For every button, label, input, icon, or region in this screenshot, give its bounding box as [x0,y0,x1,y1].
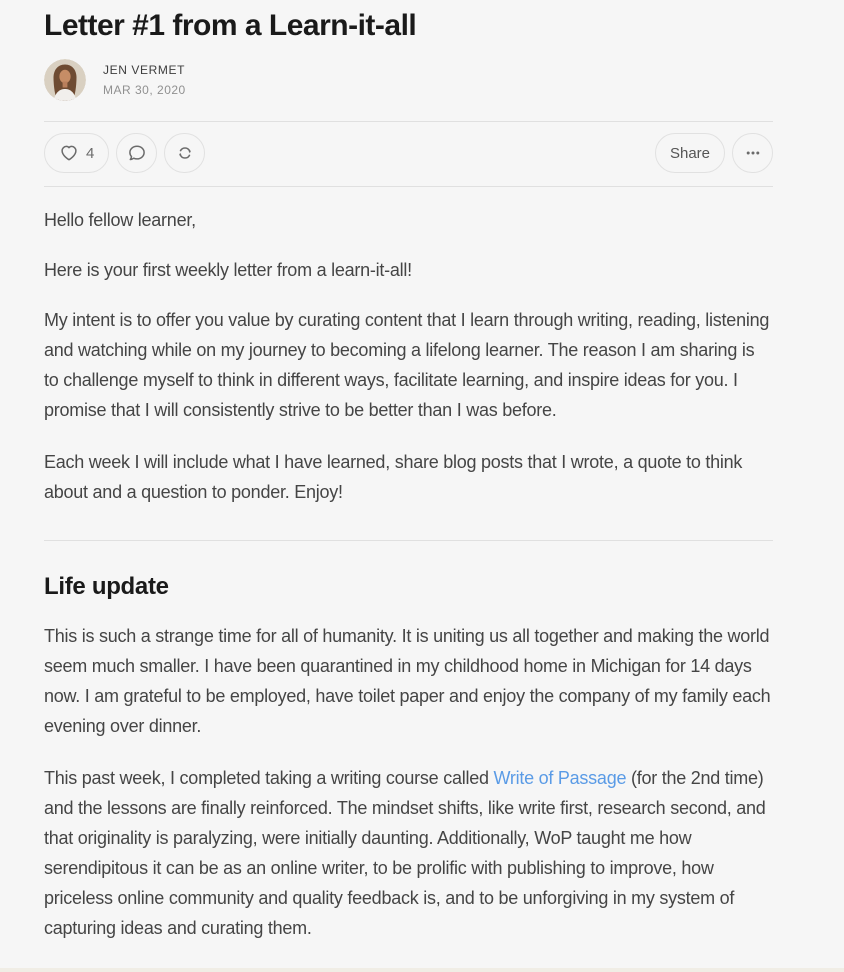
paragraph: Each week I will include what I have learned, share blog posts that I wrote, a quote to think about and a question to ponder. Enjoy! [44,452,743,502]
like-button[interactable] [44,133,109,173]
paragraph: Here is your first weekly letter from a learn-it-all! [44,260,412,280]
avatar-image [44,59,86,101]
actions-left [44,133,205,173]
share-label: Share [669,144,710,162]
comment-button[interactable] [116,133,157,173]
paragraph: Hello fellow learner, [44,210,196,230]
more-options-button[interactable] [732,133,773,173]
like-count: 4 [86,144,95,162]
heart-icon [59,143,79,163]
divider [44,186,773,187]
post-date: MAR 30, 2020 [103,83,186,97]
share-button[interactable] [655,133,725,173]
avatar[interactable] [44,59,86,101]
post-actions-bar [44,122,773,186]
byline [44,59,773,101]
author-name[interactable]: JEN VERMET [103,63,186,77]
page-title: Letter #1 from a Learn-it-all [44,9,417,42]
actions-right [655,133,773,173]
paragraph-text: This past week, I completed taking a writing course called [44,768,494,788]
section-divider [44,540,773,541]
paragraph [44,763,773,943]
paragraph-text: (for the 2nd time) and the lessons are finally reinforced. The mindset shifts, like write first, research second, and that originality is paralyzing, were initially daunting. Additionally, WoP taught me how serendipitous it can be as an online writer, to be prolific with publishing to improve, how priceless online community and quality feedback is, and to be unforgiving in my system of capturing ideas and curating them. [44,768,766,938]
ellipsis-icon [743,143,763,163]
restack-button[interactable] [164,133,205,173]
byline-meta [103,63,186,97]
restack-icon [175,143,195,163]
post-body [44,205,773,943]
paragraph: This is such a strange time for all of humanity. It is uniting us all together and making the world seem much smaller. I have been quarantined in my childhood home in Michigan for 14 days now. I am grateful to be employed, have toilet paper and enjoy the company of my family each evening over dinner. [44,626,771,736]
comment-icon [127,143,147,163]
post-page [44,0,773,943]
paragraph: My intent is to offer you value by curating content that I learn through writing, reading, listening and watching while on my journey to becoming a lifelong learner. The reason I am sharing is to challenge myself to think in different ways, facilitate learning, and inspire ideas for you. I promise that I will consistently strive to be better than I was before. [44,310,770,420]
section-heading: Life update [44,573,169,600]
next-section-peek [0,968,844,972]
write-of-passage-link[interactable]: Write of Passage [493,768,627,788]
